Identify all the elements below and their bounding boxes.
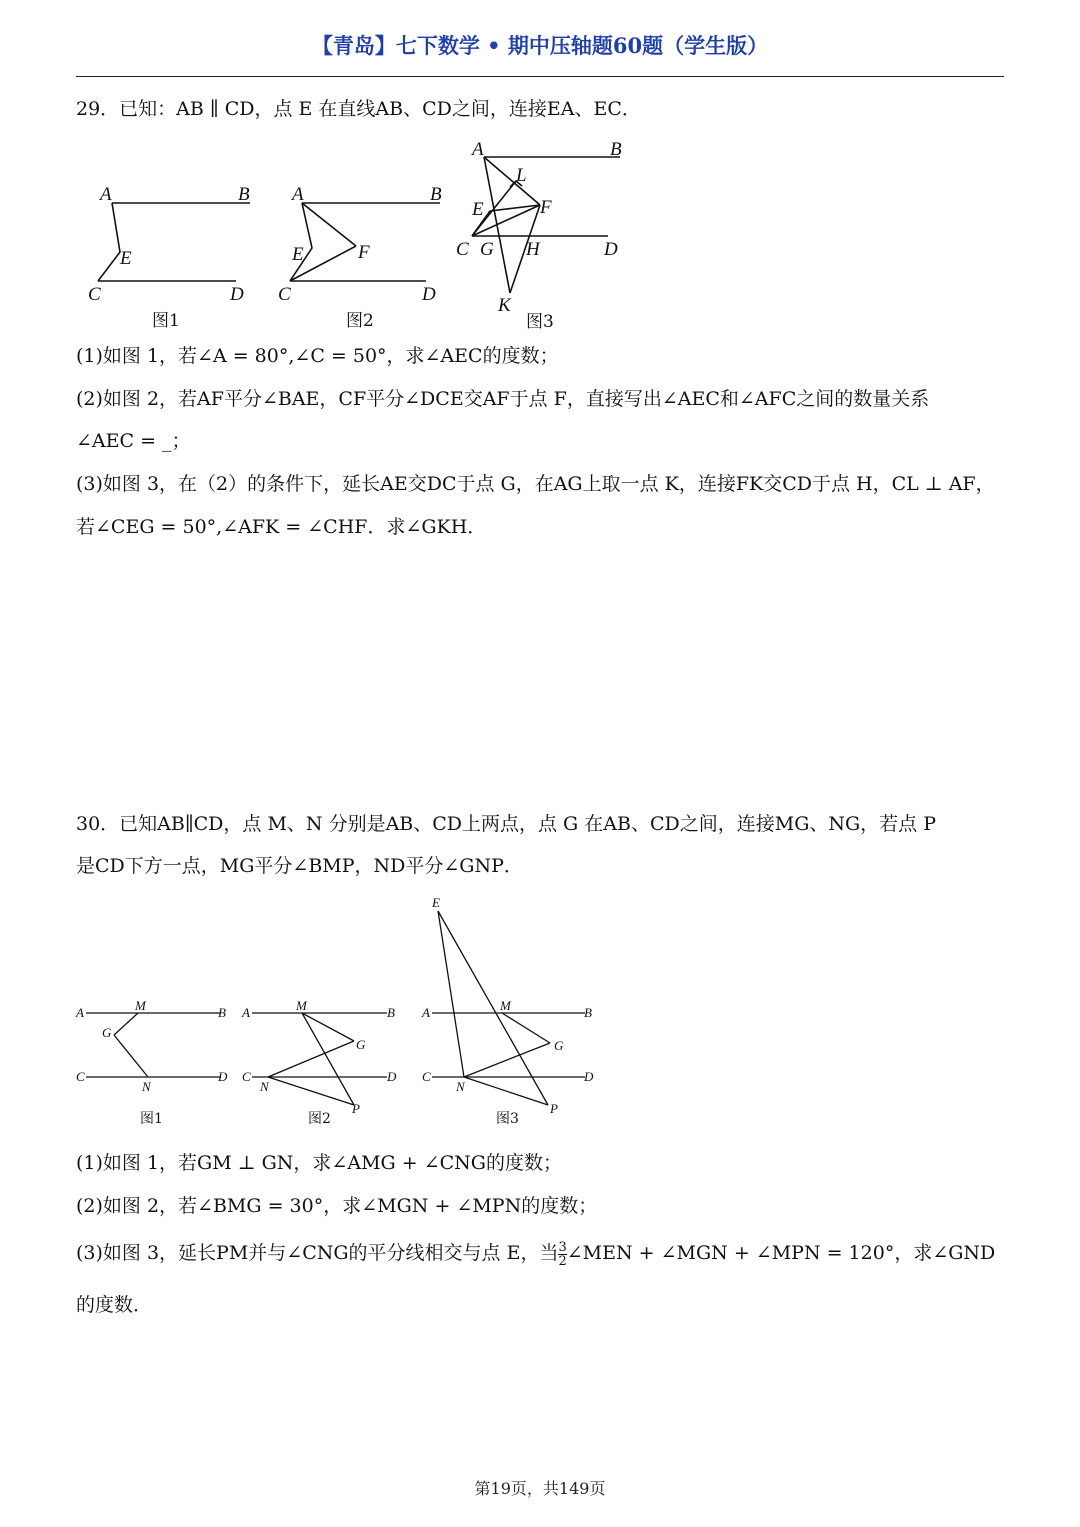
q30-f2-label-M: M [296, 998, 307, 1013]
q29-figure-1 [80, 180, 260, 340]
q30-f3-label-C: C [422, 1069, 431, 1084]
q30-f2-label-N: N [260, 1079, 269, 1094]
q30-part3-post: ∠MEN + ∠MGN + ∠MPN = 120°，求∠GND [566, 1242, 996, 1264]
q30-f2-label-D: D [387, 1069, 397, 1084]
q30-f3-label-G: G [554, 1038, 564, 1053]
q30-f3-caption: 图3 [496, 1111, 519, 1127]
q30-f3-label-E: E [432, 895, 440, 910]
q29-f3-label-G: G [480, 239, 494, 260]
q29-f3-label-L: L [516, 165, 527, 186]
q30-f1-label-M: M [135, 998, 146, 1013]
q29-f1-label-E: E [120, 248, 132, 269]
q30-f1-caption: 图1 [140, 1111, 163, 1127]
q29-stem: 29．已知：AB ∥ CD，点 E 在直线AB、CD之间，连接EA、EC． [76, 98, 641, 120]
q30-f1-label-B: B [218, 1005, 226, 1020]
q29-f3-label-A: A [472, 139, 484, 160]
page-number: 第19页，共149页 [474, 1479, 606, 1498]
q30-f3-label-N: N [456, 1079, 465, 1094]
q30-f2-label-C: C [242, 1069, 251, 1084]
q29-figure-3 [450, 135, 640, 335]
fraction-denominator: 2 [558, 1253, 567, 1269]
q30-part3-pre: (3)如图 3，延长PM并与∠CNG的平分线相交与点 E，当 [76, 1242, 559, 1264]
q30-figure-1 [76, 995, 236, 1135]
q29-f3-label-D: D [604, 239, 618, 260]
q30-f2-label-P: P [352, 1101, 360, 1116]
q29-part3-line1: (3)如图 3，在（2）的条件下，延长AE交DC于点 G，在AG上取一点 K，连接FK交CD于点 H，CL ⊥ AF， [76, 473, 995, 495]
q30-f2-label-B: B [387, 1005, 395, 1020]
q30-part1: (1)如图 1，若GM ⊥ GN，求∠AMG + ∠CNG的度数； [76, 1152, 562, 1174]
q29-f2-label-D: D [422, 284, 436, 305]
q29-f1-label-B: B [238, 184, 250, 205]
q29-part3-line2: 若∠CEG = 50°,∠AFK = ∠CHF．求∠GKH． [76, 516, 487, 538]
q30-figure-2 [242, 995, 412, 1135]
q29-f1-label-A: A [100, 184, 112, 205]
q30-f3-label-B: B [584, 1005, 592, 1020]
fraction-three-halves [558, 1241, 566, 1268]
q29-part1: (1)如图 1，若∠A = 80°,∠C = 50°，求∠AEC的度数； [76, 345, 559, 367]
q29-f2-caption: 图2 [346, 311, 374, 331]
q29-f3-label-K: K [498, 295, 511, 316]
q29-f2-label-C: C [278, 284, 291, 305]
q30-f1-label-D: D [218, 1069, 228, 1084]
q30-part3-line1 [76, 1240, 995, 1268]
q29-f3-caption: 图3 [526, 312, 554, 332]
q30-f1-label-C: C [76, 1069, 85, 1084]
q29-figure-2 [270, 180, 450, 340]
q30-f1-label-G: G [102, 1025, 112, 1040]
q29-f2-label-A: A [292, 184, 304, 205]
q30-part2: (2)如图 2，若∠BMG = 30°，求∠MGN + ∠MPN的度数； [76, 1195, 598, 1217]
q29-f3-label-B: B [610, 139, 622, 160]
q30-f2-label-A: A [242, 1005, 250, 1020]
header-divider [76, 76, 1004, 77]
q30-figure-3 [420, 893, 605, 1133]
q29-f1-label-C: C [88, 284, 101, 305]
q29-f3-label-E: E [472, 199, 484, 220]
document-header: 【青岛】七下数学 • 期中压轴题60题（学生版） [311, 33, 769, 58]
q29-f3-label-C: C [456, 239, 469, 260]
fraction-numerator: 3 [558, 1239, 567, 1255]
q29-f2-label-B: B [430, 184, 442, 205]
q30-f3-label-M: M [500, 998, 511, 1013]
q29-f2-label-F: F [358, 242, 370, 263]
q29-f3-label-H: H [526, 239, 540, 260]
q30-stem-line2: 是CD下方一点，MG平分∠BMP，ND平分∠GNP． [76, 855, 523, 877]
q30-f2-caption: 图2 [308, 1111, 331, 1127]
q30-f3-label-D: D [584, 1069, 594, 1084]
q30-f3-label-A: A [422, 1005, 430, 1020]
q30-stem-line1: 30．已知AB∥CD，点 M、N 分别是AB、CD上两点，点 G 在AB、CD之间，连接MG、NG，若点 P [76, 813, 936, 835]
q30-part3-line2: 的度数． [76, 1294, 153, 1316]
q29-part2-line1: (2)如图 2，若AF平分∠BAE，CF平分∠DCE交AF于点 F，直接写出∠AEC和∠AFC之间的数量关系 [76, 388, 930, 410]
q30-f3-label-P: P [550, 1101, 558, 1116]
q30-f1-label-A: A [76, 1005, 84, 1020]
q29-f1-label-D: D [230, 284, 244, 305]
q29-f2-label-E: E [292, 244, 304, 265]
q30-f1-label-N: N [142, 1079, 151, 1094]
q30-f2-label-G: G [356, 1037, 366, 1052]
q29-f1-caption: 图1 [152, 311, 180, 331]
q29-f3-label-F: F [540, 197, 552, 218]
q29-part2-line2: ∠AEC = _； [76, 430, 191, 452]
